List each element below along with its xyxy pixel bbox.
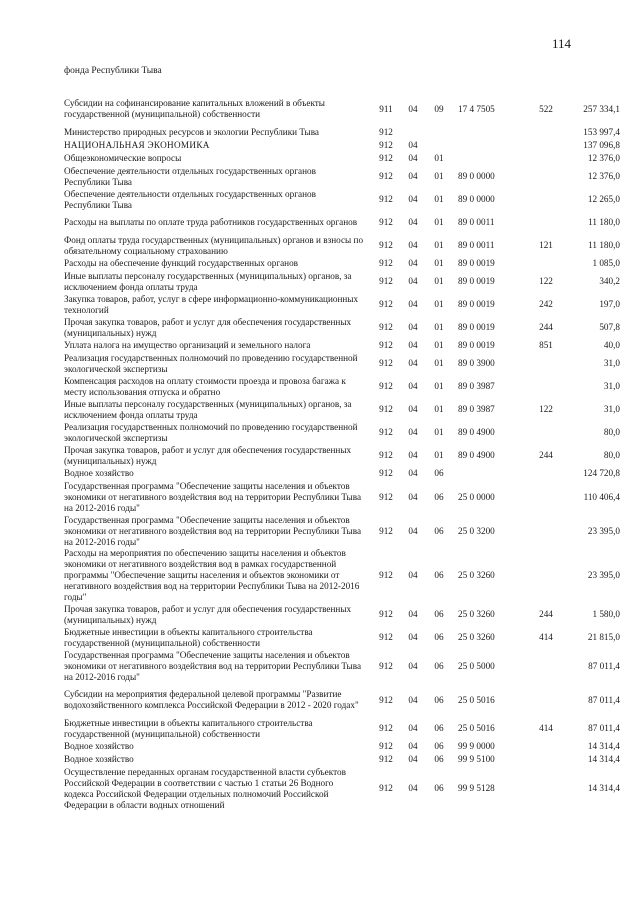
cell-ved: 912	[379, 171, 393, 181]
cell-rz: 04	[408, 632, 418, 642]
cell-name: Государственная программа "Обеспечение защиты населения и объектов экономики от негативного воздействия вод на территории Республики Тыва на 2012-2016 годы"	[64, 514, 362, 547]
table-row	[64, 398, 620, 421]
table-row	[64, 270, 620, 293]
cell-vr	[532, 548, 560, 603]
cell-pr: 01	[434, 358, 444, 368]
table-row	[64, 165, 620, 188]
cell-sum: 507,8	[599, 322, 620, 332]
cell-name: Закупка товаров, работ, услуг в сфере информационно-коммуникационных технологий	[64, 293, 359, 315]
table-row	[64, 626, 620, 649]
cell-rz: 04	[408, 171, 418, 181]
cell-pr: 06	[434, 660, 444, 671]
cell-pr	[426, 139, 452, 152]
cell-csr: 25 0 5000	[458, 660, 495, 671]
cell-sum: 21 815,0	[587, 632, 620, 642]
cell-name: Прочая закупка товаров, работ и услуг для обеспечения государственных (муниципальных) нужд	[64, 603, 352, 625]
table-row	[64, 234, 620, 257]
cell-ved: 912	[379, 660, 393, 671]
cell-pr: 06	[434, 491, 444, 502]
cell-ved: 912	[379, 299, 393, 309]
cell-name: Водное хозяйство	[64, 741, 134, 751]
cell-csr: 89 0 0011	[458, 240, 495, 250]
cell-name: Прочая закупка товаров, работ и услуг для обеспечения государственных (муниципальных) нужд	[64, 316, 352, 338]
cell-rz: 04	[408, 258, 418, 268]
table-row	[64, 649, 620, 683]
cell-ved: 912	[379, 194, 393, 204]
cell-rz: 04	[408, 570, 418, 580]
cell-csr: 89 0 0000	[458, 194, 495, 204]
continuation-text: фонда Республики Тыва	[64, 66, 162, 76]
cell-sum: 1 085,0	[592, 258, 620, 268]
budget-table	[64, 92, 620, 811]
cell-sum: 12 376,0	[587, 171, 620, 181]
cell-vr: 522	[539, 103, 553, 114]
cell-sum: 124 720,8	[583, 468, 620, 478]
cell-name: Субсидии на мероприятия федеральной целевой программы "Развитие водохозяйственного комплекса Российской Федерации в 2012 - 2020 годах"	[64, 689, 359, 710]
cell-csr: 25 0 0000	[458, 491, 495, 502]
cell-name: Бюджетные инвестиции в объекты капитального строительства государственной (муниципальной) собственности	[64, 717, 313, 739]
cell-rz: 04	[408, 299, 418, 309]
cell-sum: 40,0	[603, 340, 620, 350]
cell-name: Государственная программа "Обеспечение защиты населения и объектов экономики от негативного воздействия вод на территории Республики Тыва на 2012-2016 годы"	[64, 649, 362, 682]
cell-pr	[426, 126, 452, 139]
cell-vr	[532, 126, 560, 139]
cell-vr: 851	[539, 340, 553, 350]
cell-pr: 01	[434, 240, 444, 250]
cell-sum: 23 395,0	[587, 525, 620, 536]
cell-vr	[532, 740, 560, 753]
cell-csr: 25 0 3260	[458, 609, 495, 619]
page-number: 114	[552, 36, 572, 51]
cell-csr	[452, 139, 532, 152]
cell-rz: 04	[408, 694, 418, 705]
cell-vr	[532, 649, 560, 683]
cell-pr: 06	[434, 632, 444, 642]
cell-vr	[532, 467, 560, 480]
cell-name: Обеспечение деятельности отдельных государственных органов Республики Тыва	[64, 165, 316, 187]
table-row	[64, 421, 620, 444]
cell-sum: 137 096,8	[583, 140, 620, 150]
cell-rz: 04	[408, 609, 418, 619]
cell-ved: 912	[379, 609, 393, 619]
cell-csr: 89 0 4900	[458, 450, 495, 460]
cell-rz: 04	[408, 468, 418, 478]
cell-ved: 912	[379, 468, 393, 478]
cell-rz: 04	[408, 491, 418, 502]
cell-pr: 01	[434, 427, 444, 437]
cell-rz: 04	[408, 217, 418, 227]
table-row	[64, 740, 620, 753]
cell-ved: 912	[379, 358, 393, 368]
cell-pr: 01	[434, 153, 444, 163]
table-row	[64, 211, 620, 234]
cell-sum: 11 180,0	[588, 240, 620, 250]
cell-csr: 99 9 5128	[458, 783, 495, 793]
cell-csr: 25 0 3200	[458, 525, 495, 536]
cell-name: Государственная программа "Обеспечение защиты населения и объектов экономики от негативного воздействия вод на территории Республики Тыва на 2012-2016 годы"	[64, 480, 362, 513]
table-row	[64, 444, 620, 467]
cell-name: Бюджетные инвестиции в объекты капитального строительства государственной (муниципальной) собственности	[64, 626, 313, 648]
cell-sum: 110 406,4	[583, 491, 620, 502]
cell-csr: 25 0 3260	[458, 632, 495, 642]
cell-sum: 12 265,0	[587, 194, 620, 204]
cell-name: Иные выплаты персоналу государственных (муниципальных) органов, за исключением фонда оплаты труда	[64, 398, 352, 420]
cell-pr: 01	[434, 404, 444, 414]
cell-vr: 122	[539, 404, 553, 414]
cell-rz: 04	[408, 660, 418, 671]
cell-sum: 12 376,0	[587, 153, 620, 163]
cell-sum: 153 997,4	[583, 127, 620, 137]
cell-vr	[532, 139, 560, 152]
cell-name: Прочая закупка товаров, работ и услуг для обеспечения государственных (муниципальных) нужд	[64, 444, 352, 466]
cell-ved: 912	[379, 276, 393, 286]
cell-vr: 121	[539, 240, 553, 250]
cell-pr: 01	[434, 450, 444, 460]
cell-csr: 99 9 0000	[458, 741, 495, 751]
table-row	[64, 480, 620, 514]
cell-ved: 912	[379, 217, 393, 227]
cell-ved: 912	[379, 340, 393, 350]
cell-sum: 31,0	[603, 404, 620, 414]
cell-rz: 04	[408, 240, 418, 250]
cell-rz	[400, 126, 426, 139]
cell-ved: 912	[379, 632, 393, 642]
cell-csr	[452, 152, 532, 165]
cell-ved: 912	[379, 322, 393, 332]
cell-csr: 89 0 0011	[458, 217, 495, 227]
cell-sum: 31,0	[603, 381, 620, 391]
cell-ved: 912	[379, 450, 393, 460]
cell-name: Осуществление переданных органам государственной власти субъектов Российской Федерации в соответствии с частью 1 статьи 26 Водного кодекса Российской Федерации отдельных полномочий Российской Федерации в области водных отношений	[64, 766, 346, 810]
cell-csr: 89 0 0019	[458, 299, 495, 309]
cell-pr: 06	[434, 723, 444, 733]
cell-ved: 911	[379, 103, 393, 114]
table-row	[64, 375, 620, 398]
cell-vr	[532, 514, 560, 548]
cell-rz: 04	[408, 723, 418, 733]
cell-ved: 912	[379, 127, 393, 137]
cell-csr	[452, 467, 532, 480]
cell-ved: 912	[379, 381, 393, 391]
cell-vr	[532, 211, 560, 234]
cell-pr: 06	[434, 525, 444, 536]
cell-name: Министерство природных ресурсов и экологии Республики Тыва	[64, 127, 320, 137]
table-row	[64, 152, 620, 165]
cell-vr	[532, 480, 560, 514]
cell-name: Расходы на обеспечение функций государственных органов	[64, 258, 299, 268]
cell-rz: 04	[408, 340, 418, 350]
cell-sum: 11 180,0	[588, 217, 620, 227]
cell-vr	[532, 257, 560, 270]
cell-ved: 912	[379, 783, 393, 793]
cell-csr	[452, 126, 532, 139]
cell-ved: 912	[379, 427, 393, 437]
table-row	[64, 257, 620, 270]
cell-vr: 414	[539, 723, 553, 733]
cell-vr	[532, 375, 560, 398]
cell-sum: 14 314,4	[587, 741, 620, 751]
cell-rz: 04	[408, 525, 418, 536]
cell-rz: 04	[408, 450, 418, 460]
table-row	[64, 683, 620, 717]
cell-ved: 912	[379, 741, 393, 751]
table-row	[64, 339, 620, 352]
cell-csr: 17 4 7505	[458, 103, 495, 114]
cell-vr	[532, 152, 560, 165]
cell-name: Водное хозяйство	[64, 754, 134, 764]
cell-pr: 01	[434, 276, 444, 286]
cell-rz: 04	[408, 194, 418, 204]
table-row	[64, 293, 620, 316]
cell-csr: 89 0 3987	[458, 381, 495, 391]
table-row	[64, 467, 620, 480]
cell-vr	[532, 766, 560, 811]
cell-name: НАЦИОНАЛЬНАЯ ЭКОНОМИКА	[64, 140, 210, 150]
cell-csr: 89 0 0019	[458, 322, 495, 332]
cell-rz: 04	[408, 322, 418, 332]
cell-pr: 01	[434, 171, 444, 181]
cell-csr: 99 9 5100	[458, 754, 495, 764]
cell-vr	[532, 188, 560, 211]
cell-pr: 06	[434, 609, 444, 619]
cell-ved: 912	[379, 570, 393, 580]
cell-sum: 87 011,4	[588, 660, 620, 671]
cell-name: Компенсация расходов на оплату стоимости проезда и провоза багажа к месту использования отпуска и обратно	[64, 375, 346, 397]
cell-sum: 87 011,4	[588, 723, 620, 733]
cell-rz: 04	[408, 427, 418, 437]
cell-rz: 04	[408, 140, 418, 150]
cell-pr: 06	[434, 754, 444, 764]
table-row	[64, 139, 620, 152]
cell-csr: 25 0 3260	[458, 570, 495, 580]
cell-vr	[532, 165, 560, 188]
table-row	[64, 717, 620, 740]
cell-csr: 25 0 5016	[458, 723, 495, 733]
cell-rz: 04	[408, 404, 418, 414]
cell-sum: 23 395,0	[587, 570, 620, 580]
cell-vr: 244	[539, 609, 553, 619]
cell-sum: 87 011,4	[588, 694, 620, 705]
cell-csr: 25 0 5016	[458, 694, 495, 705]
table-row	[64, 126, 620, 139]
cell-pr: 01	[434, 340, 444, 350]
cell-name: Обеспечение деятельности отдельных государственных органов Республики Тыва	[64, 188, 316, 210]
cell-csr: 89 0 0019	[458, 258, 495, 268]
cell-vr: 244	[539, 450, 553, 460]
cell-ved: 912	[379, 694, 393, 705]
cell-csr: 89 0 0019	[458, 340, 495, 350]
cell-sum: 80,0	[603, 450, 620, 460]
cell-sum: 31,0	[603, 358, 620, 368]
cell-pr: 01	[434, 381, 444, 391]
cell-name: Уплата налога на имущество организаций и земельного налога	[64, 340, 311, 350]
cell-pr: 06	[434, 783, 444, 793]
table-body	[64, 92, 620, 811]
cell-sum: 197,0	[599, 299, 620, 309]
cell-ved: 912	[379, 491, 393, 502]
cell-rz: 04	[408, 783, 418, 793]
cell-name: Фонд оплаты труда государственных (муниципальных) органов и взносы по обязательному социальному страхованию	[64, 234, 364, 256]
table-row	[64, 188, 620, 211]
table-row	[64, 316, 620, 339]
cell-pr: 06	[434, 570, 444, 580]
cell-pr: 06	[434, 741, 444, 751]
cell-sum: 340,2	[599, 276, 620, 286]
cell-vr	[532, 421, 560, 444]
cell-pr: 01	[434, 194, 444, 204]
cell-rz: 04	[408, 358, 418, 368]
cell-name: Водное хозяйство	[64, 468, 134, 478]
cell-name: Общеэкономические вопросы	[64, 153, 182, 163]
cell-pr: 01	[434, 258, 444, 268]
cell-vr	[532, 352, 560, 375]
cell-rz: 04	[408, 153, 418, 163]
cell-rz: 04	[408, 741, 418, 751]
cell-name: Реализация государственных полномочий по проведению государственной экологической экспертизы	[64, 352, 358, 374]
cell-ved: 912	[379, 525, 393, 536]
cell-vr: 122	[539, 276, 553, 286]
table-row	[64, 603, 620, 626]
cell-vr: 244	[539, 322, 553, 332]
cell-name: Субсидии на софинансирование капитальных вложений в объекты государственной (муниципальной) собственности	[64, 98, 325, 119]
cell-csr: 89 0 0019	[458, 276, 495, 286]
cell-ved: 912	[379, 140, 393, 150]
cell-vr	[532, 753, 560, 766]
cell-ved: 912	[379, 404, 393, 414]
cell-pr: 09	[434, 103, 444, 114]
table-row	[64, 766, 620, 811]
cell-vr: 242	[539, 299, 553, 309]
cell-ved: 912	[379, 754, 393, 764]
cell-ved: 912	[379, 240, 393, 250]
cell-pr: 06	[434, 694, 444, 705]
cell-vr: 414	[539, 632, 553, 642]
cell-name: Расходы на выплаты по оплате труда работников государственных органов	[64, 217, 358, 227]
table-row	[64, 514, 620, 548]
cell-ved: 912	[379, 258, 393, 268]
table-row	[64, 548, 620, 603]
cell-pr: 01	[434, 217, 444, 227]
cell-pr: 01	[434, 322, 444, 332]
cell-csr: 89 0 3900	[458, 358, 495, 368]
cell-pr: 06	[434, 468, 444, 478]
cell-rz: 04	[408, 276, 418, 286]
cell-sum: 14 314,4	[587, 783, 620, 793]
cell-vr	[532, 683, 560, 717]
cell-csr: 89 0 0000	[458, 171, 495, 181]
cell-name: Расходы на мероприятия по обеспечению защиты населения и объектов экономики от негативного воздействия вод в рамках государственной программы "Обеспечение защиты населения и объектов экономики от негативного воздействия вод на территории Республики Тыва на 2012-2016 годы"	[64, 548, 360, 602]
table-row	[64, 753, 620, 766]
cell-csr: 89 0 4900	[458, 427, 495, 437]
table-row	[64, 352, 620, 375]
cell-pr: 01	[434, 299, 444, 309]
cell-ved: 912	[379, 723, 393, 733]
cell-sum: 14 314,4	[587, 754, 620, 764]
cell-sum: 1 580,0	[592, 609, 620, 619]
cell-rz: 04	[408, 381, 418, 391]
cell-rz: 04	[408, 754, 418, 764]
table-row	[64, 92, 620, 126]
cell-rz: 04	[408, 103, 418, 114]
cell-sum: 80,0	[603, 427, 620, 437]
cell-sum: 257 334,1	[583, 103, 620, 114]
cell-ved: 912	[379, 153, 393, 163]
cell-csr: 89 0 3987	[458, 404, 495, 414]
cell-name: Иные выплаты персоналу государственных (муниципальных) органов, за исключением фонда оплаты труда	[64, 270, 352, 292]
cell-name: Реализация государственных полномочий по проведению государственной экологической экспертизы	[64, 421, 358, 443]
